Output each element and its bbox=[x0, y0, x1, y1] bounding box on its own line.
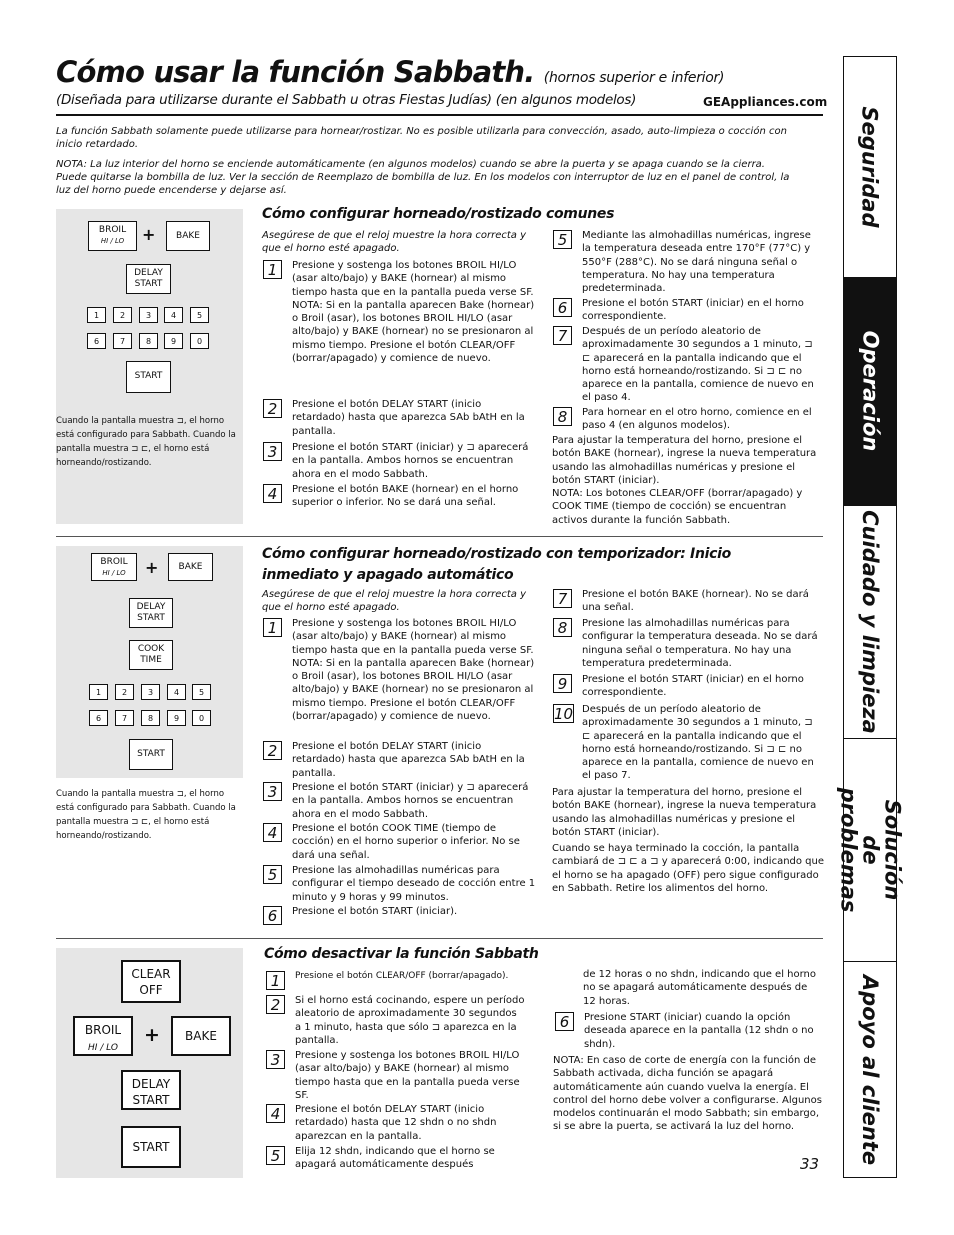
step-7: 7 Presione el botón BAKE (hornear). No se dará una señal. bbox=[553, 588, 823, 616]
num-key-1[interactable]: 1 bbox=[87, 307, 106, 323]
step-2: 2 Presione el botón DELAY START (inicio retardado) hasta que aparezca SAb bAtH en la pantalla. bbox=[263, 398, 535, 438]
step-4: 4 Presione el botón COOK TIME (tiempo de cocción) en el horno superior o inferior. No se dará una señal. bbox=[263, 822, 535, 862]
step-2: 2 Presione el botón DELAY START (inicio retardado) hasta que aparezca SAb bAtH en la pantalla. bbox=[263, 740, 535, 780]
num-key-1[interactable]: 1 bbox=[89, 684, 108, 700]
step-10: 10 Después de un período aleatorio de aproximadamente 30 segundos a 1 minuto, ⊐ ⊏ aparecerá en la pantalla indicando que el horno está horneando/rostizando. Si ⊐ ⊏ no aparece en la pantalla, comience de nuevo en el paso 7. bbox=[554, 704, 814, 782]
tab-solucion-de-problemas[interactable]: Solución de problemas bbox=[836, 787, 904, 913]
step-5: 5 Elija 12 shdn, indicando que el horno se apagará automáticamente después bbox=[266, 1145, 538, 1175]
section-divider bbox=[56, 536, 823, 537]
keypad-panel-3 bbox=[56, 948, 243, 1178]
intro-paragraph: La función Sabbath solamente puede utilizarse para hornear/rostizar. No es posible utilizarla para convección, asado, auto-limpieza o cocción con inicio retardado. bbox=[56, 126, 787, 150]
num-key-7[interactable]: 7 bbox=[115, 710, 134, 726]
keypad-panel-2 bbox=[56, 546, 243, 778]
header-rule bbox=[56, 114, 823, 116]
num-key-2[interactable]: 2 bbox=[113, 307, 132, 323]
step-7: 7 Después de un período aleatorio de aproximadamente 30 segundos a 1 minuto, ⊐ ⊏ aparecerá en la pantalla indicando que el horno está horneando/rostizando. Si ⊐ ⊏ no aparece en la pantalla, comience de nuevo en el paso 4. bbox=[553, 325, 823, 405]
step-4: 4 Presione el botón DELAY START (inicio retardado) hasta que 12 shdn o no shdn aparezcan en la pantalla. bbox=[266, 1103, 538, 1145]
num-key-3[interactable]: 3 bbox=[139, 307, 158, 323]
bake-key[interactable]: BAKE bbox=[166, 221, 210, 251]
step-1: 1 Presione el botón CLEAR/OFF (borrar/apagado). bbox=[266, 970, 538, 992]
section-heading-regular: Cómo configurar horneado/rostizado comunes bbox=[262, 206, 615, 222]
step-1: 1 Presione y sostenga los botones BROIL HI/LO (asar alto/bajo) y BAKE (hornear) al mismo tiempo hasta que en la pantalla pueda verse SF. NOTA: Si en la pantalla aparecen Bake (hornear) o Broil (asar), los botones BROIL HI/LO (asar alto/bajo) y BAKE (hornear) no se presionaron al mismo tiempo. Presione el botón CLEAR/OFF (borrar/apagado) y comience de nuevo. bbox=[263, 617, 535, 743]
website-link[interactable]: GEAppliances.com bbox=[703, 95, 828, 109]
broil-hilo-key[interactable]: BROIL HI / LO bbox=[73, 1016, 133, 1056]
delay-start-key[interactable]: DELAY START bbox=[126, 264, 171, 294]
section-after-text: Para ajustar la temperatura del horno, presione el botón BAKE (hornear), ingrese la nueva temperatura usando las almohadillas numéricas y presione el botón START (iniciar). NOTA: Los botones CLEAR/OFF (borrar/apagado) y COOK TIME (tiempo de cocción) se encuentran activos durante la función Sabbath. bbox=[552, 435, 817, 526]
step-6: 6 Presione el botón START (iniciar) en el horno correspondiente. bbox=[553, 297, 823, 325]
num-key-6[interactable]: 6 bbox=[89, 710, 108, 726]
page-title: Cómo usar la función Sabbath. (hornos superior e inferior) bbox=[56, 55, 725, 89]
step-1: 1 Presione y sostenga los botones BROIL HI/LO (asar alto/bajo) y BAKE (hornear) al mismo tiempo hasta que en la pantalla pueda verse SF. NOTA: Si en la pantalla aparecen Bake (hornear) o Broil (asar), los botones BROIL HI/LO (asar alto/bajo) y BAKE (hornear) no se presionaron al mismo tiempo. Presione el botón CLEAR/OFF (borrar/apagado) y comience de nuevo. bbox=[263, 259, 535, 399]
tab-cuidado-y-limpieza[interactable]: Cuidado y limpieza bbox=[858, 510, 882, 734]
keypad-panel-1 bbox=[56, 209, 243, 524]
start-key[interactable]: START bbox=[126, 361, 171, 393]
page-title-sub: (hornos superior e inferior) bbox=[543, 70, 725, 86]
step-2: 2 Si el horno está cocinando, espere un período aleatorio de aproximadamente 30 segundos a 1 minuto, hasta que sólo ⊐ aparezca en la pantalla. bbox=[266, 994, 538, 1050]
bake-key[interactable]: BAKE bbox=[168, 553, 213, 581]
page-subtitle: (Diseñada para utilizarse durante el Sabbath u otras Fiestas Judías) (en algunos modelos) bbox=[56, 92, 637, 108]
num-key-6[interactable]: 6 bbox=[87, 333, 106, 349]
tab-apoyo-al-cliente[interactable]: Apoyo al cliente bbox=[858, 974, 883, 1165]
step-5-continued: de 12 horas o no shdn, indicando que el horno no se apagará automáticamente después de 12 horas. bbox=[583, 969, 817, 1007]
side-tabs bbox=[836, 56, 904, 1178]
section-lead: Asegúrese de que el reloj muestre la hora correcta y que el horno esté apagado. bbox=[262, 589, 527, 613]
start-key[interactable]: START bbox=[121, 1126, 181, 1168]
num-key-9[interactable]: 9 bbox=[167, 710, 186, 726]
page-number: 33 bbox=[800, 1155, 820, 1173]
clear-off-key[interactable]: CLEAR OFF bbox=[121, 960, 181, 1003]
num-key-2[interactable]: 2 bbox=[115, 684, 134, 700]
tab-seguridad[interactable]: Seguridad bbox=[858, 106, 883, 228]
num-key-4[interactable]: 4 bbox=[164, 307, 183, 323]
step-6: 6 Presione START (iniciar) cuando la opción deseada aparece en la pantalla (12 shdn o no shdn). bbox=[555, 1011, 823, 1053]
num-key-5[interactable]: 5 bbox=[190, 307, 209, 323]
panel-caption-1: Cuando la pantalla muestra ⊐, el horno está configurado para Sabbath. Cuando la pantalla muestra ⊐ ⊏, el horno está horneando/rostizando. bbox=[56, 416, 236, 468]
step-3: 3 Presione el botón START (iniciar) y ⊐ aparecerá en la pantalla. Ambos hornos se encuentran ahora en el modo Sabbath. bbox=[263, 781, 535, 821]
num-key-9[interactable]: 9 bbox=[164, 333, 183, 349]
step-3: 3 Presione el botón START (iniciar) y ⊐ aparecerá en la pantalla. Ambos hornos se encuentran ahora en el modo Sabbath. bbox=[263, 441, 535, 481]
section-divider bbox=[56, 938, 823, 939]
num-key-0[interactable]: 0 bbox=[192, 710, 211, 726]
section-after-text-2: Cuando se haya terminado la cocción, la pantalla cambiará de ⊐ ⊏ a ⊐ y aparecerá 0:00, indicando que el horno se ha apagado (OFF) pero sigue configurado en Sabbath. Retire los alimentos del horno. bbox=[552, 843, 825, 894]
plus-sign: + bbox=[144, 1024, 160, 1046]
section-after-text: Para ajustar la temperatura del horno, presione el botón BAKE (hornear), ingrese la nueva temperatura usando las almohadillas numéricas y presione el botón START (iniciar). bbox=[552, 787, 817, 838]
num-key-8[interactable]: 8 bbox=[139, 333, 158, 349]
plus-sign: + bbox=[145, 558, 159, 577]
cook-time-key[interactable]: COOK TIME bbox=[129, 640, 173, 670]
section-heading-timed: Cómo configurar horneado/rostizado con temporizador: Inicio inmediato y apagado automático bbox=[262, 546, 731, 583]
step-6: 6 Presione el botón START (iniciar). bbox=[263, 905, 535, 927]
delay-start-key[interactable]: DELAY START bbox=[129, 598, 173, 628]
step-8: 8 Para hornear en el otro horno, comience en el paso 4 (en algunos modelos). bbox=[553, 406, 823, 434]
num-key-4[interactable]: 4 bbox=[167, 684, 186, 700]
delay-start-key[interactable]: DELAY START bbox=[121, 1070, 181, 1110]
broil-hilo-key[interactable]: BROIL HI / LO bbox=[91, 553, 137, 581]
broil-hilo-key[interactable]: BROIL HI / LO bbox=[88, 221, 137, 251]
num-key-7[interactable]: 7 bbox=[113, 333, 132, 349]
plus-sign: + bbox=[142, 225, 156, 244]
step-3: 3 Presione y sostenga los botones BROIL HI/LO (asar alto/bajo) y BAKE (hornear) al mismo tiempo hasta que en la pantalla pueda verse SF. bbox=[266, 1049, 538, 1105]
num-key-0[interactable]: 0 bbox=[190, 333, 209, 349]
intro-note: NOTA: La luz interior del horno se enciende automáticamente (en algunos modelos) cuando se abre la puerta y se apaga cuando se la cierra. Puede quitarse la bombilla de luz. Ver la sección de Reemplazo de bombilla de luz. En los modelos con interruptor de luz en el panel de control, la luz del horno puede encenderse y dejarse así. bbox=[56, 159, 790, 196]
start-key[interactable]: START bbox=[129, 739, 173, 770]
step-5: 5 Presione las almohadillas numéricas para configurar el tiempo deseado de cocción entre 1 minuto y 9 horas y 99 minutos. bbox=[263, 864, 535, 904]
bake-key[interactable]: BAKE bbox=[171, 1016, 231, 1056]
step-9: 9 Presione el botón START (iniciar) en el horno correspondiente. bbox=[553, 673, 823, 701]
panel-caption-2: Cuando la pantalla muestra ⊐, el horno está configurado para Sabbath. Cuando la pantalla muestra ⊐ ⊏, el horno está horneando/rostizando. bbox=[56, 789, 236, 841]
section-note: NOTA: En caso de corte de energía con la función de Sabbath activada, dicha función se apagará automáticamente aún cuando vuelva la energía. El control del horno debe volver a configurarse. Algunos modelos continuarán el modo Sabbath; sin embargo, si se abre la puerta, se activará la luz del horno. bbox=[553, 1055, 822, 1133]
num-key-8[interactable]: 8 bbox=[141, 710, 160, 726]
section-lead: Asegúrese de que el reloj muestre la hora correcta y que el horno esté apagado. bbox=[262, 230, 527, 254]
step-4: 4 Presione el botón BAKE (hornear) en el horno superior o inferior. No se dará una señal. bbox=[263, 483, 535, 513]
tab-operacion[interactable]: Operación bbox=[844, 277, 896, 505]
num-key-5[interactable]: 5 bbox=[192, 684, 211, 700]
num-key-3[interactable]: 3 bbox=[141, 684, 160, 700]
section-heading-deactivate: Cómo desactivar la función Sabbath bbox=[264, 946, 539, 962]
step-5: 5 Mediante las almohadillas numéricas, ingrese la temperatura deseada entre 170°F (77°C) y 550°F (288°C). No se dará ninguna señal o temperatura. No hay una temperatura predeterminada. bbox=[553, 229, 823, 299]
step-8: 8 Presione las almohadillas numéricas para configurar la temperatura deseada. No se dará ninguna señal o temperatura. No hay una temperatura predeterminada. bbox=[553, 617, 823, 673]
